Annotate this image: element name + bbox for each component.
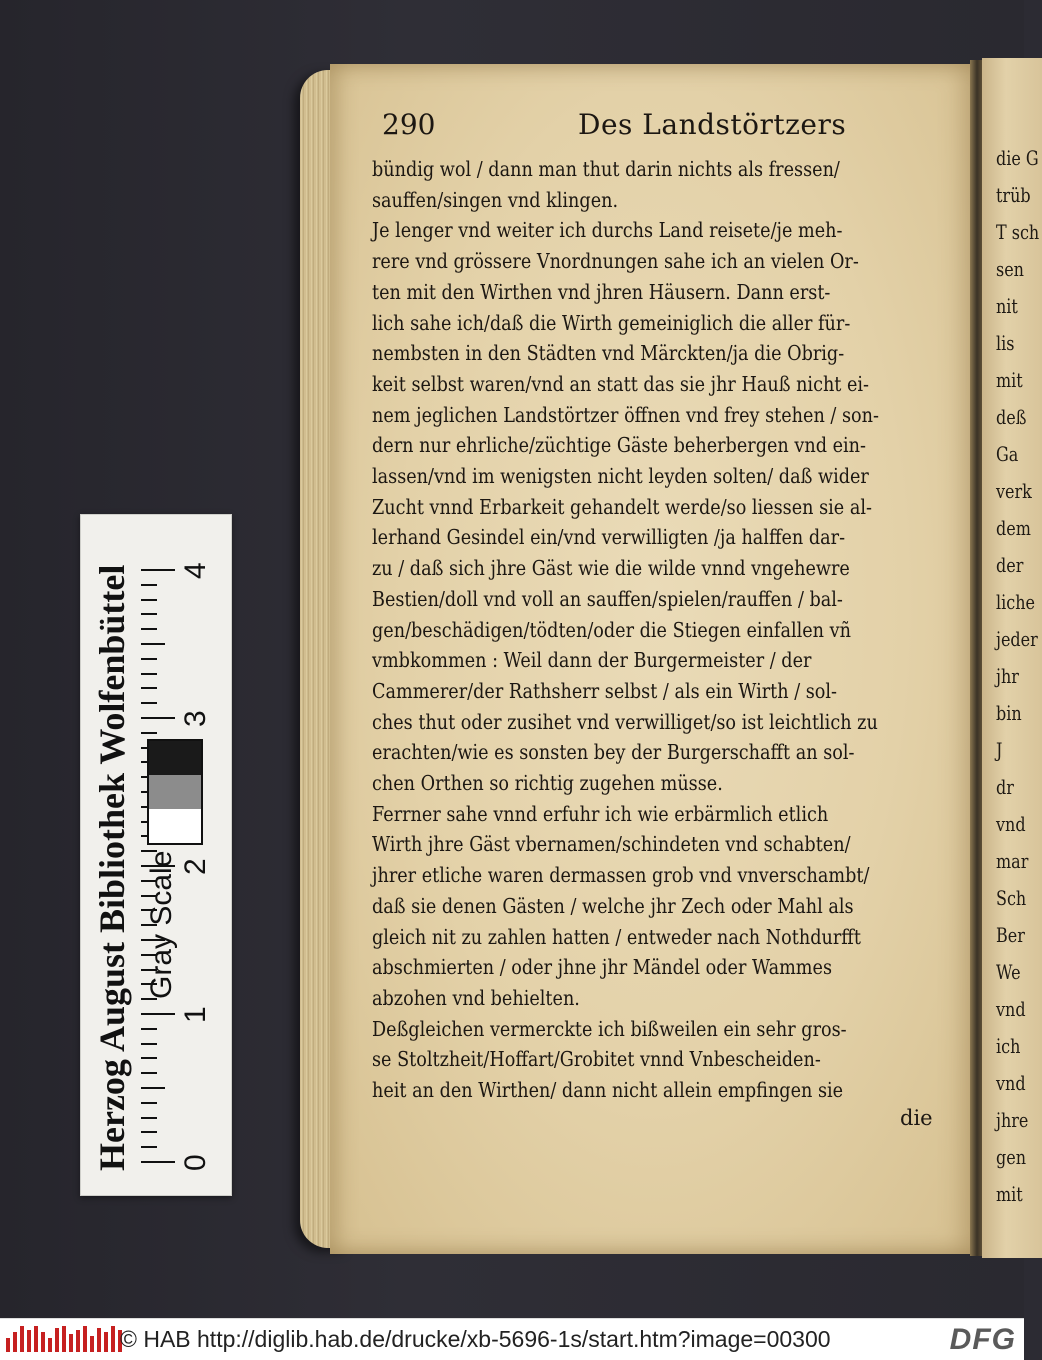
catchword: die	[900, 1106, 933, 1130]
logo-bar	[20, 1326, 24, 1352]
next-page-fragment: trüb	[996, 183, 1031, 207]
next-page-fragment: jeder	[996, 627, 1038, 651]
text-line: erachten/wie es sonsten bey der Burgerschafft an sol-	[372, 740, 855, 765]
text-line: Deßgleichen vermerckte ich bißweilen ein sehr gros-	[372, 1016, 847, 1041]
dfg-logo: DFG	[949, 1323, 1016, 1356]
next-page-fragment: sen	[996, 257, 1024, 281]
text-line: gleich nit zu zahlen hatten / entweder nach Nothdurfft	[372, 924, 861, 949]
text-line: keit selbst waren/vnd an statt das sie jhr Hauß nicht ei-	[372, 371, 870, 396]
gray-swatch	[149, 809, 201, 843]
ruler-tick	[141, 628, 157, 630]
gray-swatches	[147, 739, 203, 845]
gray-swatch	[149, 775, 201, 809]
gray-swatch	[149, 741, 201, 775]
ruler-tick	[141, 1072, 157, 1074]
text-line: abzohen vnd behielten.	[372, 985, 580, 1010]
logo-bar	[6, 1338, 10, 1352]
next-page-fragment: T sch	[996, 220, 1040, 244]
ruler-tick	[141, 1028, 157, 1030]
text-line: rere vnd grössere Vnordnungen sahe ich an vielen Or-	[372, 249, 859, 274]
text-line: abschmierten / oder jhne jhr Mändel oder Wammes	[372, 955, 833, 980]
text-line: heit an den Wirthen/ dann nicht allein empfingen sie	[372, 1078, 844, 1102]
text-line: ches thut oder zusihet vnd verwilliget/so ist leichtlich zu	[372, 709, 878, 734]
next-page-fragment: Sch	[996, 886, 1027, 910]
ruler-tick	[141, 613, 157, 615]
next-page-fragment: vnd	[996, 812, 1026, 836]
next-page-fragment: dr	[996, 775, 1014, 799]
text-line: jhrer etliche waren dermassen grob vnd vnverschambt/	[372, 863, 870, 888]
ruler-number: 1	[179, 1006, 212, 1023]
ruler-tick	[141, 717, 175, 719]
logo-bar	[97, 1328, 101, 1352]
running-head: Des Landstörtzers	[578, 108, 847, 141]
text-line: Bestien/doll vnd voll an sauffen/spielen/rauffen / bal-	[372, 586, 843, 611]
text-line: chen Orthen so richtig zugehen müsse.	[372, 771, 723, 795]
logo-bar	[83, 1326, 87, 1352]
logo-bar	[111, 1326, 115, 1352]
next-page-fragment: liche	[996, 590, 1035, 614]
ruler-tick	[141, 584, 157, 586]
text-line: nem jeglichen Landstörtzer öffnen vnd frey stehen / son-	[372, 402, 879, 427]
next-page-fragment: die G	[996, 146, 1039, 170]
hab-logo-icon	[6, 1326, 122, 1352]
text-line: Cammerer/der Rathsherr selbst / als ein Wirth / sol-	[372, 678, 838, 703]
ruler-tick	[141, 1102, 157, 1104]
text-line: vmbkommen : Weil dann der Burgermeister / der	[372, 648, 812, 673]
ruler-tick	[141, 1057, 157, 1059]
next-page-fragment: gen	[996, 1145, 1027, 1169]
ruler-tick	[141, 1146, 157, 1148]
text-line: ten mit den Wirthen vnd jhren Häusern. Dann erst-	[372, 279, 831, 304]
page-header	[372, 108, 942, 152]
gray-scale-label: Gray Scale	[145, 850, 178, 999]
ruler-tick	[141, 1087, 165, 1089]
next-page-fragment: der	[996, 553, 1024, 577]
ruler-tick	[141, 1013, 175, 1015]
text-line: nembsten in den Städten vnd Märckten/ja die Obrig-	[372, 341, 845, 366]
next-page-fragment: verk	[996, 479, 1032, 503]
logo-bar	[62, 1326, 66, 1352]
text-line: daß sie denen Gästen / welche jhr Zech oder Mahl als	[372, 893, 854, 918]
logo-bar	[69, 1334, 73, 1352]
logo-bar	[13, 1332, 17, 1352]
text-line: bündig wol / dann man thut darin nichts als fressen/	[372, 157, 840, 181]
ruler-number: 4	[179, 562, 212, 579]
ruler-number: 0	[179, 1154, 212, 1171]
ruler-number: 3	[179, 710, 212, 727]
ruler-tick	[141, 569, 175, 571]
ruler-tick	[141, 1161, 175, 1163]
page-number: 290	[382, 108, 436, 141]
next-page-fragment: Ga	[996, 442, 1019, 466]
ruler-tick	[141, 732, 157, 734]
text-line: zu / daß sich jhre Gäst wie die wilde vnnd vngehewre	[372, 556, 850, 581]
next-page-fragment: ich	[996, 1034, 1021, 1058]
logo-bar	[41, 1332, 45, 1352]
text-line: Ferrner sahe vnnd erfuhr ich wie erbärmlich etlich	[372, 801, 829, 826]
text-line: dern nur ehrliche/züchtige Gäste beherbergen vnd ein-	[372, 433, 866, 458]
text-line: Zucht vnnd Erbarkeit gehandelt werde/so liessen sie al-	[372, 494, 872, 519]
ruler-tick	[141, 599, 157, 601]
text-line: Je lenger vnd weiter ich durchs Land reisete/je meh-	[372, 218, 843, 243]
next-page-fragment: jhre	[996, 1108, 1029, 1132]
ruler-tick	[141, 1131, 157, 1133]
ruler-tick	[141, 658, 157, 660]
logo-bar	[27, 1330, 31, 1352]
library-name: Herzog August Bibliothek Wolfenbüttel	[92, 564, 132, 1171]
next-page-fragment: mar	[996, 849, 1029, 873]
logo-bar	[55, 1328, 59, 1352]
next-page-fragment: dem	[996, 516, 1031, 540]
ruler-tick	[141, 673, 157, 675]
text-line: gen/beschädigen/tödten/oder die Stiegen einfallen vñ	[372, 617, 851, 642]
text-line: Wirth jhre Gäst vbernamen/schindeten vnd schabten/	[372, 832, 851, 857]
next-page-edge	[982, 58, 1042, 1258]
citation-link[interactable]: © HAB http://diglib.hab.de/drucke/xb-5696-1s/start.htm?image=00300	[120, 1326, 831, 1352]
logo-bar	[104, 1332, 108, 1352]
next-page-fragment: bin	[996, 701, 1022, 725]
next-page-fragment: mit	[996, 368, 1023, 392]
ruler-tick	[141, 687, 157, 689]
ruler-tick	[141, 1117, 157, 1119]
next-page-fragment: We	[996, 960, 1021, 984]
color-scale-ruler	[80, 514, 232, 1196]
next-page-fragment: deß	[996, 405, 1027, 429]
text-line: sauffen/singen vnd klingen.	[372, 187, 619, 212]
logo-bar	[76, 1330, 80, 1352]
ruler-tick	[141, 1043, 157, 1045]
next-page-fragment: vnd	[996, 997, 1026, 1021]
scale-rotated-content	[81, 515, 231, 1195]
text-line: lassen/vnd im wenigsten nicht leyden solten/ daß wider	[372, 464, 869, 488]
next-page-fragment: lis	[996, 331, 1015, 355]
ruler-tick	[141, 643, 165, 645]
next-page-fragment: Ber	[996, 923, 1025, 947]
ruler-number: 2	[179, 858, 212, 875]
logo-bar	[48, 1338, 52, 1352]
logo-bar	[34, 1326, 38, 1352]
next-page-fragment: vnd	[996, 1071, 1026, 1095]
next-page-fragment: mit	[996, 1182, 1023, 1206]
text-line: se Stoltzheit/Hoffart/Grobitet vnnd Vnbescheiden-	[372, 1047, 821, 1072]
ruler-tick	[141, 702, 157, 704]
next-page-fragment: J	[996, 738, 1003, 762]
text-line: lerhand Gesindel ein/vnd verwilligten /ja halffen dar-	[372, 525, 846, 550]
logo-bar	[90, 1336, 94, 1352]
footer-bar	[0, 1318, 1024, 1360]
next-page-fragment: nit	[996, 294, 1018, 318]
text-line: lich sahe ich/daß die Wirth gemeiniglich die aller für-	[372, 310, 851, 335]
next-page-fragment: jhr	[996, 664, 1019, 688]
